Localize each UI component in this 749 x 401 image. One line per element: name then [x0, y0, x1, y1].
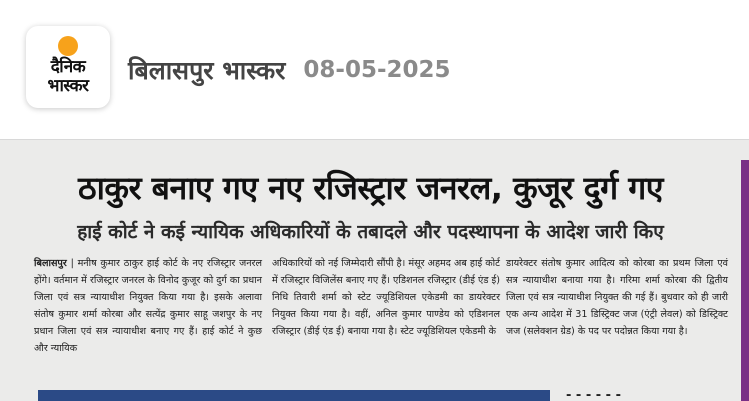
article-column-1-text: | मनीष कुमार ठाकुर हाई कोर्ट के नए रजिस्ट्रार जनरल होंगे। वर्तमान में रजिस्ट्रार जनरल के विनोद कुजूर को दुर्ग का प्रधान जिला एवं सत्र न्यायाधीश नियुक्त किया गया है। इसके अलावा संतोष कुमार शर्मा कोरबा और सत्येंद्र कुमार साहू जशपुर के नए प्रधान जिला एवं सत्र न्यायाधीश बनाए गए हैं। हाई कोर्ट ने कुछ और न्यायिक — [34, 258, 262, 354]
sun-icon — [58, 36, 78, 56]
logo-line-1: दैनिक — [50, 57, 86, 77]
edition-title-row — [128, 50, 451, 90]
article-headline: ठाकुर बनाए गए नए रजिस्ट्रार जनरल, कुजूर दुर्ग गए — [78, 169, 663, 207]
logo-line-2: भास्कर — [47, 76, 89, 96]
accent-bar — [741, 160, 749, 401]
article-column-3: डायरेक्टर संतोष कुमार आदित्य को कोरबा का प्रथम जिला एवं सत्र न्यायाधीश बनाया गया है। गरिमा शर्मा कोरबा की द्वितीय जिला एवं सत्र न्यायाधीश नियुक्त की गई हैं। बुधवार को ही जारी एक अन्य आदेश में 31 डिस्ट्रिक्ट जज (एंट्री लेवल) को डिस्ट्रिक्ट जज (सलेक्शन ग्रेड) के पद पर पदोन्नत किया गया है। — [506, 258, 728, 337]
edition-date: 08-05-2025 — [303, 57, 451, 83]
newspaper-logo[interactable] — [26, 26, 110, 108]
article-column-1 — [34, 255, 262, 357]
article-column-2: अधिकारियों को नई जिम्मेदारी सौंपी है। मंसूर अहमद अब हाई कोर्ट में रजिस्ट्रार विजिलेंस बनाए गए हैं। एडिशनल रजिस्ट्रार (डीई एंड ई) निधि तिवारी शर्मा को स्टेट ज्यूडिशियल एकेडमी का डायरेक्टर नियुक्त किया गया है। वहीं, अनिल कुमार पाण्डेय को एडिशनल रजिस्ट्रार (डीई एंड ई) बनाया गया है। स्टेट ज्यूडिशियल एकेडमी के — [272, 258, 500, 337]
edition-city: बिलासपुर भास्कर — [128, 56, 286, 85]
next-article-band — [38, 390, 550, 401]
edition-header — [0, 0, 749, 140]
article-subheadline: हाई कोर्ट ने कई न्यायिक अधिकारियों के तबादले और पदस्थापना के आदेश जारी किए — [77, 221, 664, 243]
next-article-peek: - - - - - - — [566, 388, 622, 401]
article-dateline: बिलासपुर — [34, 258, 67, 269]
